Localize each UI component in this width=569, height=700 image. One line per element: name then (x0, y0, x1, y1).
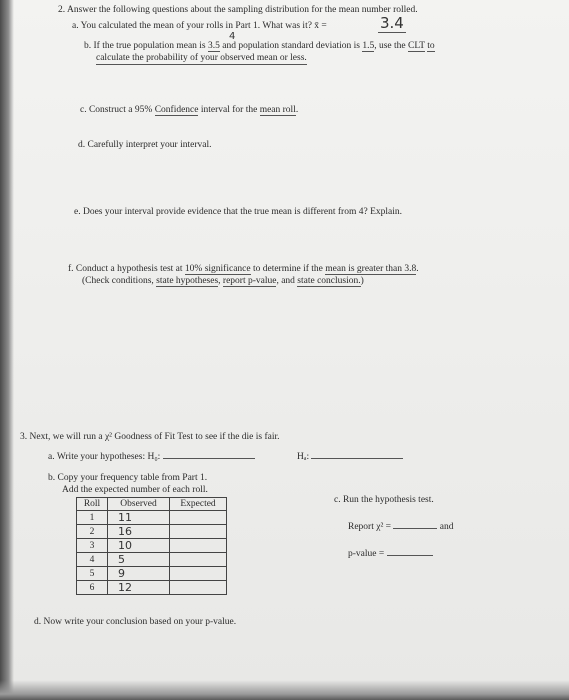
q2b-line2: calculate the probability of your observed mean or less. (96, 53, 307, 63)
roll-cell: 1 (77, 511, 108, 525)
table-row (77, 525, 227, 539)
roll-cell: 3 (77, 539, 108, 553)
q3b-line1: b. Copy your frequency table from Part 1. (48, 473, 208, 483)
expected-cell[interactable] (170, 553, 227, 567)
q3d: d. Now write your conclusion based on your p-value. (34, 617, 237, 627)
header-observed: Observed (108, 498, 170, 511)
q2f-line2: (Check conditions, state hypotheses, report p-value, and state conclusion.) (82, 276, 364, 286)
roll-cell: 4 (77, 553, 108, 567)
table-row (77, 581, 227, 595)
expected-cell[interactable] (170, 511, 227, 525)
observed-cell: 9 (108, 567, 170, 581)
page-shadow-left (0, 0, 14, 700)
q2f: f. Conduct a hypothesis test at 10% significance to determine if the mean is greater than 3.8. (68, 264, 419, 274)
q3c-report: Report χ² = and (348, 522, 454, 532)
expected-cell[interactable] (170, 539, 227, 553)
observed-cell: 11 (108, 511, 170, 525)
observed-cell: 5 (108, 553, 170, 567)
table-row (77, 553, 227, 567)
q3-header: 3. Next, we will run a χ² Goodness of Fit Test to see if the die is fair. (20, 432, 280, 442)
q2b-mean-handwritten: 4 (229, 31, 236, 42)
expected-cell[interactable] (170, 581, 227, 595)
roll-cell: 2 (77, 525, 108, 539)
q2e: e. Does your interval provide evidence that the true mean is different from 4? Explain. (74, 207, 402, 217)
q3a-ha: Hₐ: (297, 452, 403, 463)
header-roll: Roll (77, 498, 108, 511)
expected-cell[interactable] (170, 525, 227, 539)
q3b-line2: Add the expected number of each roll. (62, 485, 208, 495)
roll-cell: 6 (77, 581, 108, 595)
q2a-answer: 3.4 (380, 14, 404, 32)
table-header-row (77, 498, 227, 511)
observed-cell: 12 (108, 581, 170, 595)
frequency-table (76, 497, 227, 595)
q3a: a. Write your hypotheses: H₀: (48, 452, 255, 463)
q2d: d. Carefully interpret your interval. (78, 140, 212, 150)
q3c-pvalue: p-value = (348, 549, 433, 560)
table-row (77, 567, 227, 581)
expected-cell[interactable] (170, 567, 227, 581)
q2a: a. You calculated the mean of your rolls in Part 1. What was it? x̄ = (72, 21, 327, 31)
table-row (77, 511, 227, 525)
q2-header: 2. Answer the following questions about the sampling distribution for the mean number rolled. (58, 5, 418, 15)
page-shadow-bottom (0, 680, 569, 700)
observed-cell: 16 (108, 525, 170, 539)
roll-cell: 5 (77, 567, 108, 581)
header-expected: Expected (170, 498, 227, 511)
q3c: c. Run the hypothesis test. (334, 495, 434, 505)
table-row (77, 539, 227, 553)
q2c: c. Construct a 95% Confidence interval for the mean roll. (80, 105, 299, 115)
q2b: b. If the true population mean is 3.5 and population standard deviation is 1.5, use the CLT to (84, 41, 435, 51)
observed-cell: 10 (108, 539, 170, 553)
